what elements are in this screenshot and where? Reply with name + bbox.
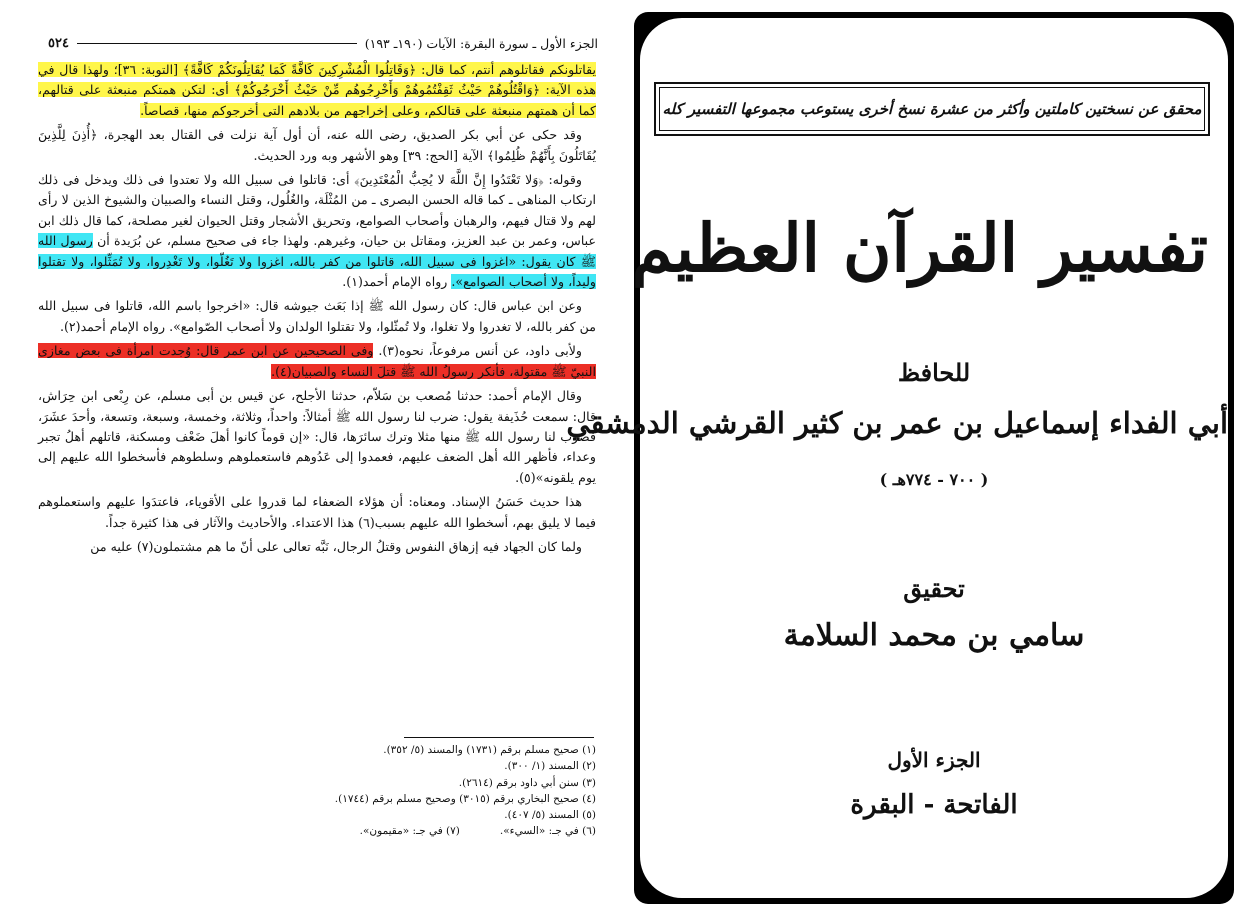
author-name: أبي الفداء إسماعيل بن عمر بن كثير القرشي الدمشقي [566,406,1228,440]
author-dates: ( ٧٠٠ - ٧٧٤هـ ) [879,470,989,489]
book-title: تفسير القرآن العظيم [631,209,1208,287]
page-header [38,34,598,52]
cover-banner [654,82,1210,136]
highlight-cyan: رسول الله ﷺ كان يقول: «اغزوا فى سبيل الله، قاتلوا من كفر بالله، اغزوا ولا تَغُلّوا، ولا تَغْدِروا، ولا تُمَثِّلوا، ولا تقتلوا وليداً، ولا أصحاب الصوامع». [38,233,596,290]
paragraph-6: وقال الإمام أحمد: حدثنا مُصعب بن سَلاّم، حدثنا الأجلح، عن قيس بن أبى مسلم، عن رِبْعى ابن حِرَاش، قال: سمعت حُذَيفة يقول: ضرب لنا رسول الله ﷺ أمثالاً: واحداً، وثلاثة، وخمسة، وسبعة، وتسعة، وأحدَ عشَرَ، فضرب لنا رسول الله ﷺ منها مثلا وترك سائرَها، قال: «إن قوماً كانوا أهلَ ضَعْف ومسكنة، قاتلهم أهلُ تجبر وعداء، فأظهر الله أهل الضعف عليهم، فعمدوا إلى عَدُوهم فاستعملوهم وسلطوهم فأسخطوا الله عليهم إلى يوم يلقونه»(٥). [38,388,596,485]
footnote: (٥) المسند (٥/ ٤٠٧). [504,809,596,822]
paragraph-2: وقد حكى عن أبي بكر الصديق، رضى الله عنه، أن أول آية نزلت فى القتال بعد الهجرة، ﴿أُذِنَ لِلَّذِينَ يُقَاتَلُونَ بِأَنَّهُمْ ظُلِمُوا﴾ الآية [الحج: ٣٩] وهو الأشهر وبه ورد الحديث. [38,127,596,163]
running-title: الجزء الأول ـ سورة البقرة: الآيات (١٩٠ـ ١٩٣) [364,35,598,51]
highlight-red: وفى الصحيحين عن ابن عمر قال: وُجدت امرأة فى بعض مغازى النبيّ ﷺ مقتولة، فأنكر رسولُ الله ﷺ قتلَ النساء والصبيان(٤). [38,343,596,379]
footnotes [300,742,596,840]
paragraph-8: ولما كان الجهاد فيه إزهاق النفوس وقتلُ الرجال، نَبَّه تعالى على أنّ ما هم مشتملون(٧) عليه من [90,538,582,554]
highlight-yellow: يقاتلونكم فقاتلوهم أنتم، كما قال: ﴿وَقَاتِلُوا الْمُشْرِكِينَ كَافَّةً كَمَا يُقَاتِلُونَكُمْ كَافَّةً﴾ [التوبة: ٣٦]؛ ولهذا قال في هذه الآية: ﴿وَاقْتُلُوهُمْ حَيْثُ ثَقِفْتُمُوهُمْ وَأَخْرِجُوهُم مِّنْ حَيْثُ أَخْرَجُوكُمْ﴾ أى: لتكن همتكم منبعثة على قتالهم، كما أن همتهم منبعثة على قتالكم، وعلى إخراجهم من بلادهم التى أخرجوكم منها، قصاصاً. [38,62,596,118]
cover-inner [566,18,1228,898]
hafiz-label: للحافظ [897,358,971,387]
left-page [0,0,620,913]
surahs-label: الفاتحة - البقرة [850,790,1018,820]
editor-name: سامي بن محمد السلامة [783,618,1085,653]
banner-text: محقق عن نسختين كاملتين وأكثر من عشرة نسخ أخرى يستوعب مجموعها التفسير كله [659,87,1205,131]
footnote: (١) صحيح مسلم برقم (١٧٣١) والمسند (٥/ ٣٥٢). [383,744,596,756]
header-rule [77,43,357,44]
paragraph-5-lead: ولأبى داود، عن أنس مرفوعاً، نحوه(٣). [373,343,582,359]
footnote-rule [404,737,594,738]
footnote: (٦) في جـ: «السيء». [499,825,596,838]
footnote: (٢) المسند (١/ ٣٠٠). [504,760,596,773]
paragraph-3 [38,170,596,292]
paragraph-4: وعن ابن عباس قال: كان رسول الله ﷺ إذا بَعَث جيوشه قال: «اخرجوا باسم الله، قاتلوا فى سبيل الله من كفر بالله، لا تغدروا ولا تغلوا، ولا تُمثّلوا، ولا تقتلوا الولدان ولا أصحاب الصّوامع». رواه الإمام أحمد(٢). [38,298,596,334]
paragraph-7: هذا حديث حَسَنُ الإسناد. ومعناه: أن هؤلاء الضعفاء لما قدروا على الأقوياء، فاعتدَوا عليهم واستعملوهم فيما لا يليق بهم، أسخطوا الله عليهم بسبب(٦) هذا الاعتداء. والأحاديث والآثار فى هذا كثيرة جداً. [38,494,596,530]
book-cover [566,12,1234,904]
footnote-row [300,823,596,839]
page-number: ٥٢٤ [48,35,69,51]
footnote: (٤) صحيح البخاري برقم (٣٠١٥) وصحيح مسلم برقم (١٧٤٤). [334,792,596,805]
tahqiq-label: تحقيق [903,574,965,603]
footnote: (٧) في جـ: «مقيمون». [359,825,460,838]
paragraph-3-tail: رواه الإمام أحمد(١). [342,274,452,290]
volume-label: الجزء الأول [887,748,981,772]
footnote: (٣) سنن أبي داود برقم (٢٦١٤). [458,776,596,789]
paragraph-1 [38,60,596,121]
paragraph-5 [38,341,596,382]
paragraph-3-text: وقوله: ﴿وَلا تَعْتَدُوا إِنَّ اللَّهَ لا يُحِبُّ الْمُعْتَدِينَ﴾ أى: قاتلوا فى سبيل الله ولا تعتدوا فى ذلك ويدخل فى ذلك ارتكاب المناهى ـ كما قاله الحسن البصرى ـ من المُثْلَة، والغُلُول، وقتل النساء والصبيان والشيوخ الذين لا رأى لهم ولا قتال فيهم، والرهبان وأصحاب الصوامع، وتحريق الأشجار وقتل الحيوان لغير مصلحة، كما قال ذلك ابن عباس، وعمر بن عبد العزيز، ومقاتل بن حيان، وغيرهم. ولهذا جاء فى صحيح مسلم، عن بُرَيدة أن [38,172,596,249]
body-text [38,60,596,561]
right-page [566,0,1242,913]
